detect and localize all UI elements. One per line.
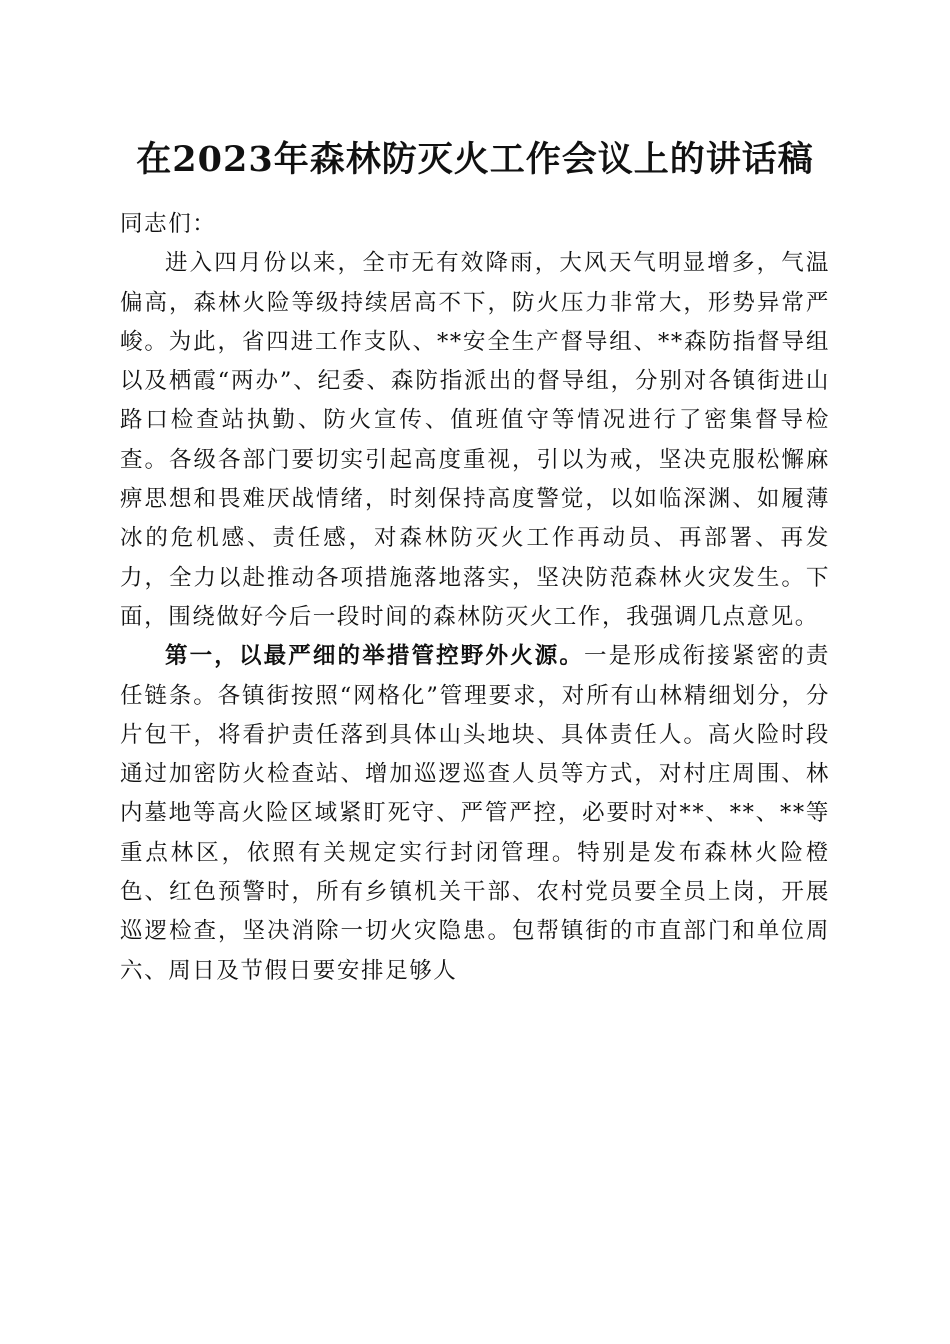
- paragraph-2-text: 一是形成衔接紧密的责任链条。各镇街按照“网格化”管理要求，对所有山林精细划分，分片包干，将看护责任落到具体山头地块、具体责任人。高火险时段通过加密防火检查站、增加巡逻巡查人员等方式，对村庄周围、林内墓地等高火险区域紧盯死守、严管严控，必要时对**、**、**等重点林区，依照有关规定实行封闭管理。特别是发布森林火险橙色、红色预警时，所有乡镇机关干部、农村党员要全员上岗，开展巡逻检查，坚决消除一切火灾隐患。包帮镇街的市直部门和单位周六、周日及节假日要安排足够人: [120, 643, 830, 984]
- paragraph-1: 进入四月份以来，全市无有效降雨，大风天气明显增多，气温偏高，森林火险等级持续居高不下，防火压力非常大，形势异常严峻。为此，省四进工作支队、**安全生产督导组、**森防指督导组以及栖霞“两办”、纪委、森防指派出的督导组，分别对各镇街进山路口检查站执勤、防火宣传、值班值守等情况进行了密集督导检查。各级各部门要切实引起高度重视，引以为戒，坚决克服松懈麻痹思想和畏难厌战情绪，时刻保持高度警觉，以如临深渊、如履薄冰的危机感、责任感，对森林防灭火工作再动员、再部署、再发力，全力以赴推动各项措施落地落实，坚决防范森林火灾发生。下面，围绕做好今后一段时间的森林防灭火工作，我强调几点意见。: [120, 250, 830, 630]
- document-title: 在2023年森林防灭火工作会议上的讲话稿: [136, 139, 814, 180]
- document-body: [120, 205, 830, 991]
- paragraph-2: [120, 637, 830, 991]
- paragraph-2-lead: 第一，以最严细的举措管控野外火源。: [165, 643, 585, 670]
- salutation: 同志们：: [120, 211, 217, 237]
